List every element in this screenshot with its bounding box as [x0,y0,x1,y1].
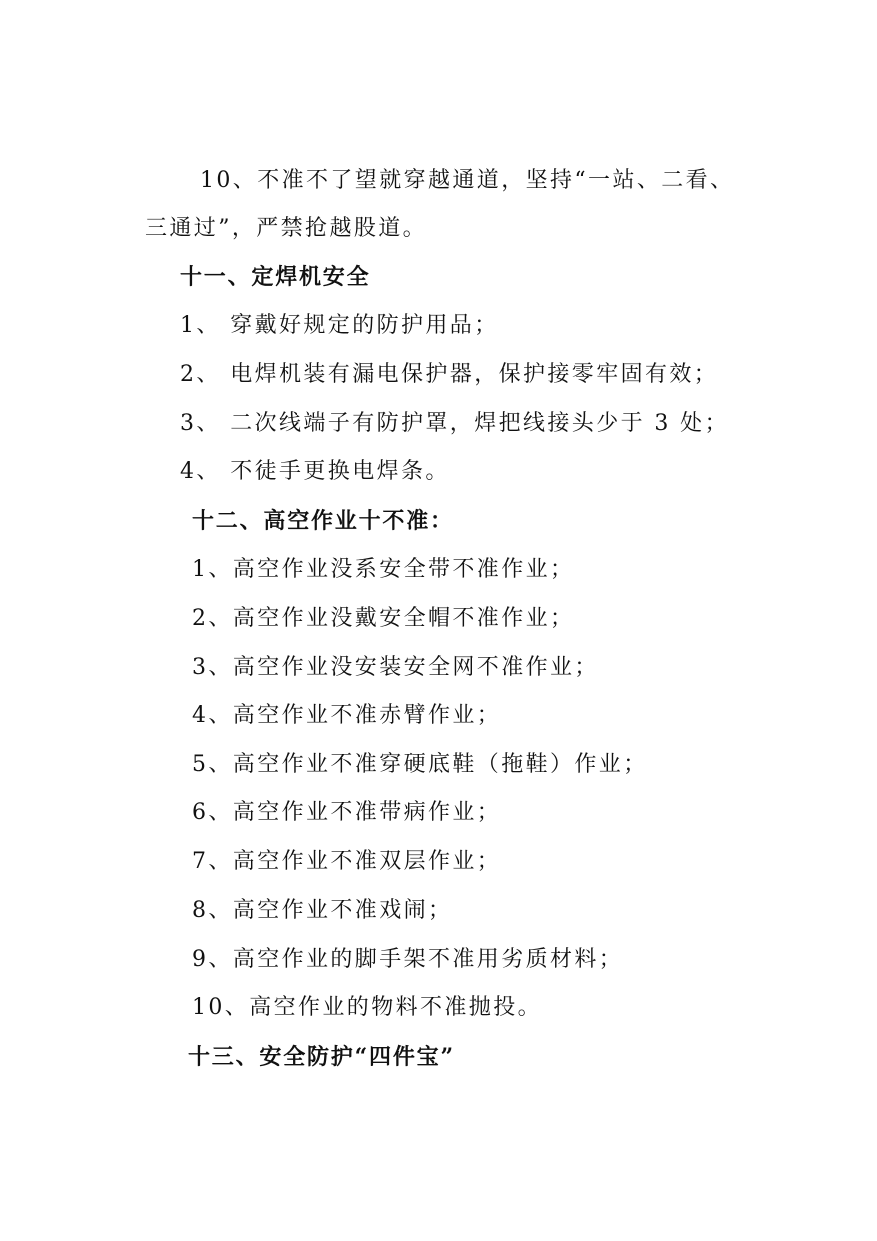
list-item: 2、高空作业没戴安全帽不准作业； [192,606,575,631]
list-item: 10、高空作业的物料不准抛投。 [192,995,542,1020]
list-item: 3、高空作业没安装安全网不准作业； [192,655,599,680]
list-item: 1、 穿戴好规定的防护用品； [180,313,499,338]
paragraph-line-1: 10、不准不了望就穿越通道，坚持“一站、二看、 [200,168,735,193]
section-heading-high-work: 十二、高空作业十不准： [192,508,454,534]
list-item: 4、高空作业不准赤臂作业； [192,703,502,728]
list-item: 7、高空作业不准双层作业； [192,849,502,874]
list-item: 5、高空作业不准穿硬底鞋（拖鞋）作业； [192,752,648,777]
section-heading-welding: 十一、定焊机安全 [180,264,371,290]
list-item: 2、 电焊机装有漏电保护器，保护接零牢固有效； [180,362,719,387]
list-item: 8、高空作业不准戏闹； [192,898,453,923]
list-item: 4、 不徒手更换电焊条。 [180,459,450,484]
list-item: 9、高空作业的脚手架不准用劣质材料； [192,947,624,972]
list-item: 3、 二次线端子有防护罩，焊把线接头少于 3 处； [180,411,729,436]
paragraph-line-2: 三通过”，严禁抢越股道。 [145,216,428,241]
list-item: 1、高空作业没系安全带不准作业； [192,557,575,582]
section-heading-four-treasures: 十三、安全防护“四件宝” [188,1044,455,1070]
list-item: 6、高空作业不准带病作业； [192,800,502,825]
